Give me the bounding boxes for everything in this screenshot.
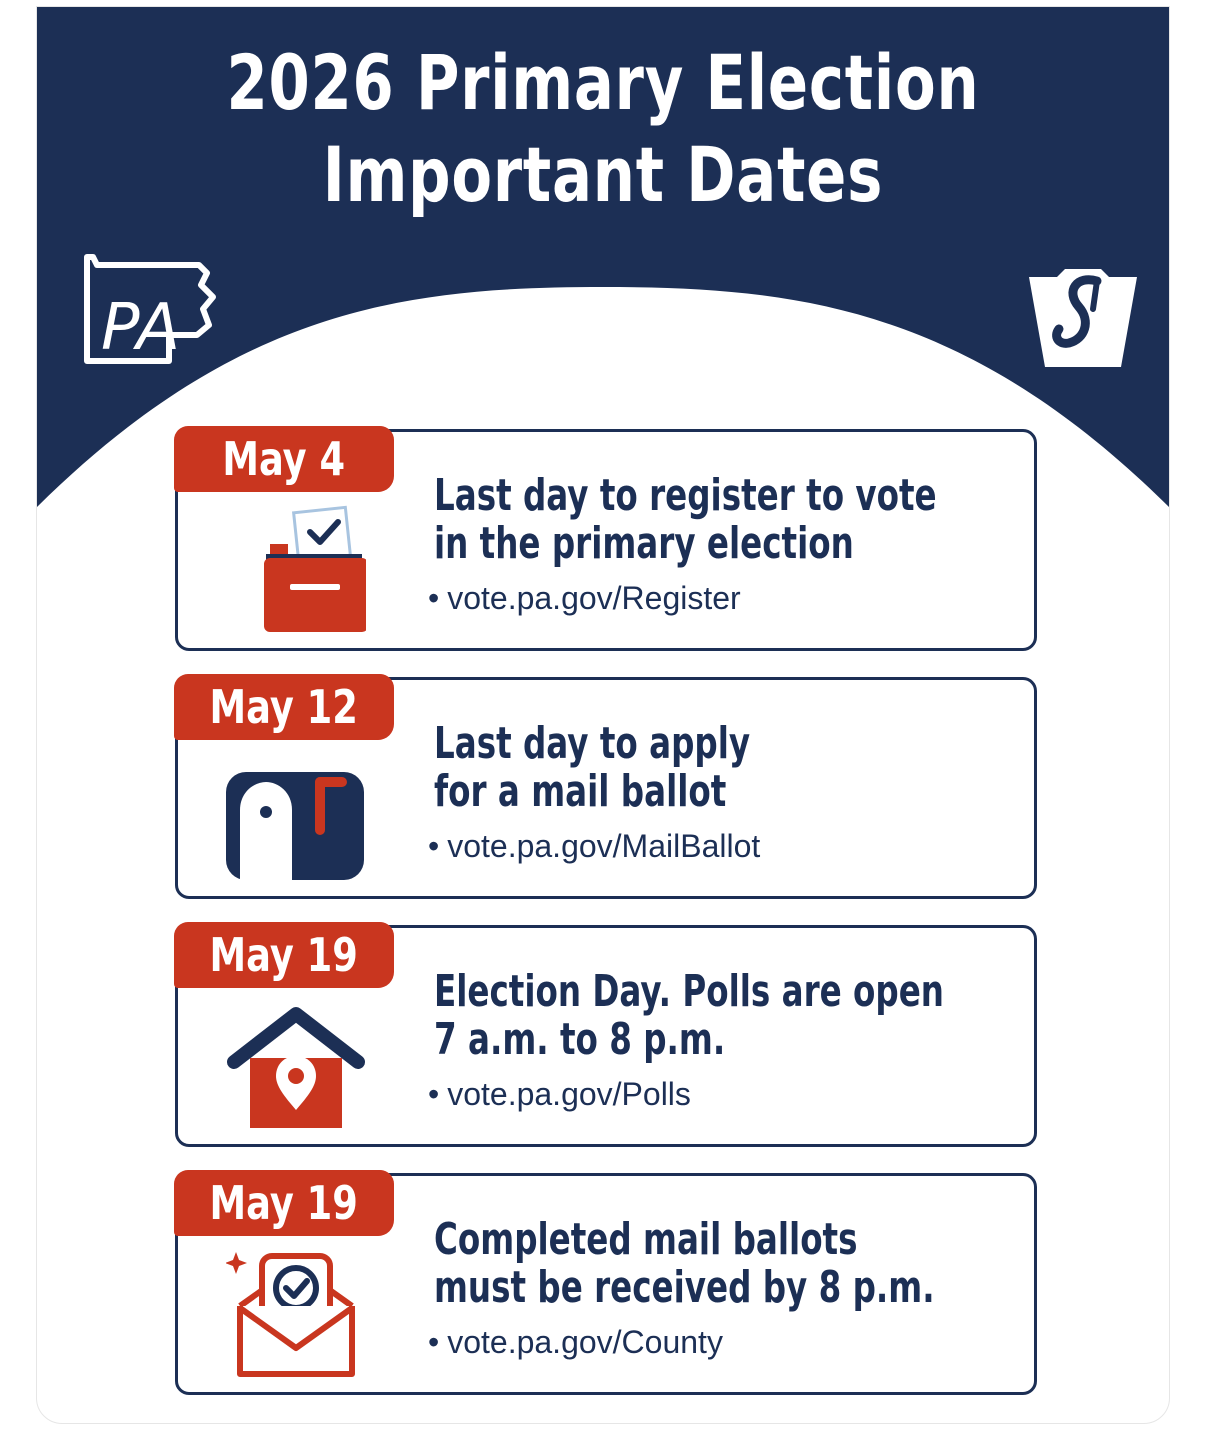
date-card-mail-ballot [175, 677, 1037, 899]
card-heading [434, 720, 908, 816]
bullet: • [428, 828, 440, 864]
card-link[interactable] [428, 578, 741, 618]
date-badge: May 12 [174, 674, 394, 740]
date-card-election-day [175, 925, 1037, 1147]
date-badge: May 19 [174, 922, 394, 988]
date-badge: May 4 [174, 426, 394, 492]
link-text[interactable]: vote.pa.gov/Polls [447, 1076, 691, 1112]
ballot-box-icon [226, 504, 366, 634]
link-text[interactable]: vote.pa.gov/Register [447, 580, 741, 616]
heading-line-2: 7 a.m. to 8 p.m. [434, 1014, 726, 1065]
date-badge: May 19 [174, 1170, 394, 1236]
heading-line-1: Last day to apply [434, 718, 751, 769]
heading-line-1: Election Day. Polls are open [434, 966, 944, 1017]
card-heading [434, 470, 937, 569]
bullet: • [428, 580, 440, 616]
pa-state-outline-icon [73, 251, 217, 367]
link-text[interactable]: vote.pa.gov/County [447, 1324, 723, 1360]
card-heading [434, 1214, 935, 1313]
heading-line-2: must be received by 8 p.m. [434, 1262, 935, 1313]
heading-line-1: Completed mail ballots [434, 1214, 858, 1265]
card-link[interactable] [428, 826, 760, 866]
title-line-1: 2026 Primary Election [226, 38, 980, 127]
bullet: • [428, 1076, 440, 1112]
link-text[interactable]: vote.pa.gov/MailBallot [447, 828, 761, 864]
envelope-check-icon [226, 1248, 366, 1378]
heading-line-2: for a mail ballot [434, 766, 727, 817]
date-card-register [175, 429, 1037, 651]
bullet: • [428, 1324, 440, 1360]
heading-line-1: Last day to register to vote [434, 470, 937, 521]
page-title [162, 37, 1045, 221]
polling-place-icon [226, 1000, 366, 1130]
card-link[interactable] [428, 1322, 723, 1362]
card-heading [434, 966, 944, 1065]
date-card-mail-return [175, 1173, 1037, 1395]
mailbox-icon [226, 752, 366, 882]
pa-keystone-logo-icon [1027, 269, 1139, 367]
infographic-card [36, 6, 1170, 1424]
pa-logo-text: PA [101, 291, 181, 365]
title-line-2: Important Dates [322, 130, 884, 219]
heading-line-2: in the primary election [434, 518, 854, 569]
card-link[interactable] [428, 1074, 691, 1114]
